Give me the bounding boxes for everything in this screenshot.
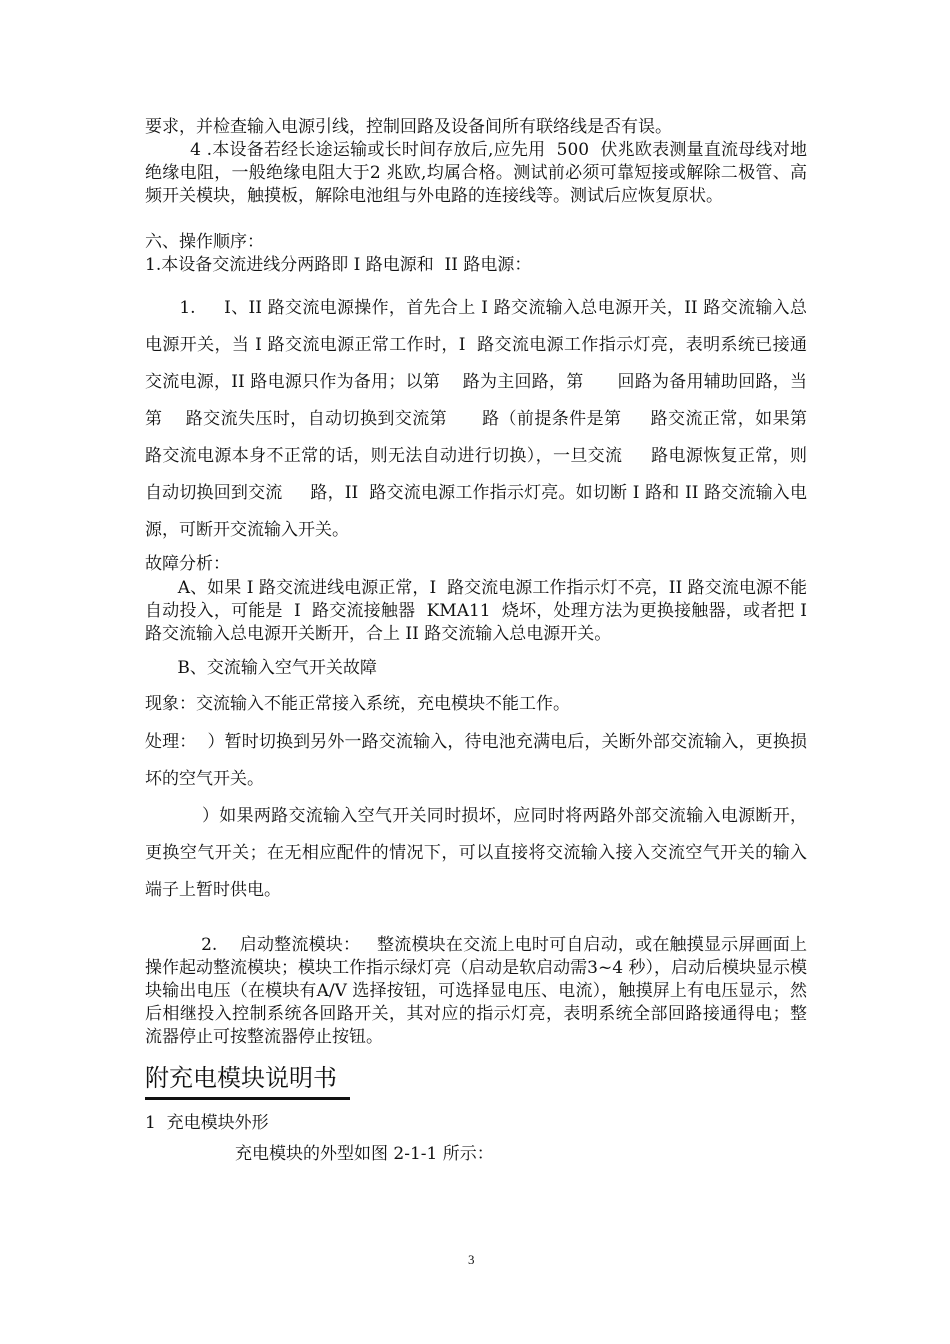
section-1-heading: 1 充电模块外形 [145, 1113, 269, 1133]
section-heading-operation-order: 六、操作顺序： [145, 232, 264, 252]
paragraph-fault-a: A、如果 I 路交流进线电源正常，I 路交流电源工作指示灯不亮，II 路交流电源不能自动投入，可能是 I 路交流接触器 KMA11 烧坏，处理方法为更换接触器，或者把 I 路交流输入总电源开关断开，合上 II 路交流输入总电源开关。 [145, 578, 813, 644]
appendix-title-underline [145, 1097, 350, 1100]
paragraph-insulation-test: 4 .本设备若经长途运输或长时间存放后,应先用 500 伏兆欧表测量直流母线对地绝缘电阻，一般绝缘电阻大于2 兆欧,均属合格。测试前必须可靠短接或解除二极管、高频开关模块，触摸板，解除电池组与外电路的连接线等。测试后应恢复原状。 [145, 140, 808, 206]
page-number: 3 [468, 1252, 475, 1267]
fault-b-heading: B、交流输入空气开关故障 [145, 658, 377, 678]
paragraph-two-ac-inputs: 1.本设备交流进线分两路即 I 路电源和 II 路电源： [145, 255, 532, 275]
fault-analysis-heading: 故障分析： [145, 554, 230, 574]
appendix-title: 附充电模块说明书 [145, 1064, 337, 1092]
paragraph-requirements: 要求，并检查输入电源引线，控制回路及设备间所有联络线是否有误。 [145, 117, 672, 137]
paragraph-ac-operation: 1. I、II 路交流电源操作，首先合上 I 路交流输入总电源开关，II 路交流输入总电源开关，当 I 路交流电源正常工作时，I 路交流电源工作指示灯亮，表明系统已接通交流电源，II 路电源只作为备用；以第 路为主回路，第 回路为备用辅助回路，当第 路交流失压时，自动切换到交流第 路（前提条件是第 路交流正常，如果第 路交流电源本身不正常的话，则无法自动进行切换），一旦交流 路电源恢复正常，则自动切换回到交流 路，II 路交流电源工作指示灯亮。如切断 I 路和 II 路交流输入电源，可断开交流输入开关。 [145, 298, 835, 540]
paragraph-handling-1: 处理： ）暂时切换到另外一路交流输入，待电池充满电后，关断外部交流输入，更换损坏的空气开关。 [145, 732, 807, 789]
paragraph-handling-2: ）如果两路交流输入空气开关同时损坏，应同时将两路外部交流输入电源断开，更换空气开关；在无相应配件的情况下，可以直接将交流输入接入交流空气开关的输入端子上暂时供电。 [145, 806, 807, 900]
paragraph-start-rectifier: 2. 启动整流模块： 整流模块在交流上电时可自启动，或在触摸显示屏画面上操作起动整流模块；模块工作指示绿灯亮（启动是软启动需3~4 秒），启动后模块显示模块输出电压（在模块有A/V 选择按钮，可选择显电压、电流），触摸屏上有电压显示，然后相继投入控制系统各回路开关，其对应的指示灯亮，表明系统全部回路接通得电；整流器停止可按整流器停止按钮。 [145, 935, 807, 1047]
section-1-text: 充电模块的外型如图 2-1-1 所示： [235, 1144, 494, 1164]
symptom-line: 现象：交流输入不能正常接入系统，充电模块不能工作。 [145, 694, 570, 714]
